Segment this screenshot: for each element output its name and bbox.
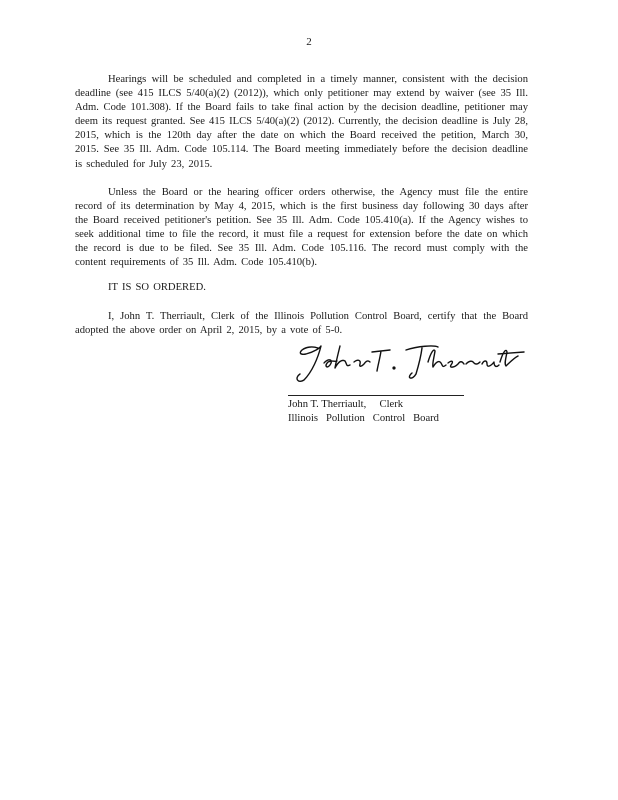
order-statement: IT IS SO ORDERED.	[108, 282, 206, 293]
signer-block	[288, 398, 439, 426]
handwritten-signature	[288, 338, 528, 398]
signature-line	[288, 395, 464, 396]
certification-paragraph: I, John T. Therriault, Clerk of the Illinois Pollution Control Board, certify that the Board adopted the above order on April 2, 2015, by a vote of 5-0.	[75, 311, 528, 337]
page-number: 2	[306, 36, 312, 48]
hearings-paragraph: Hearings will be scheduled and completed in a timely manner, consistent with the decision deadline (see 415 ILCS 5/40(a)(2) (2012)), which only petitioner may extend by waiver (see 35 Ill. Adm. Code 101.308). If the Board fails to take final action by the decision deadline, petitioner may deem its request granted. See 415 ILCS 5/40(a)(2) (2012). Currently, the decision deadline is July 28, 2015, which is the 120th day after the date on which the Board received the petition, March 30, 2015. See 35 Ill. Adm. Code 105.114. The Board meeting immediately before the decision deadline is scheduled for July 23, 2015.	[75, 74, 528, 170]
signature-image	[288, 338, 528, 384]
signer-organization: Illinois Pollution Control Board	[288, 413, 439, 424]
signer-name: John T. Therriault, Clerk	[288, 399, 404, 410]
record-paragraph: Unless the Board or the hearing officer orders otherwise, the Agency must file the entire record of its determination by May 4, 2015, which is the first business day following 30 days after the Board received petitioner's petition. See 35 Ill. Adm. Code 105.410(a). If the Agency wishes to seek additional time to file the record, it must file a request for extension before the date on which the record is due to be filed. See 35 Ill. Adm. Code 105.116. The record must comply with the content requirements of 35 Ill. Adm. Code 105.410(b).	[75, 187, 528, 269]
